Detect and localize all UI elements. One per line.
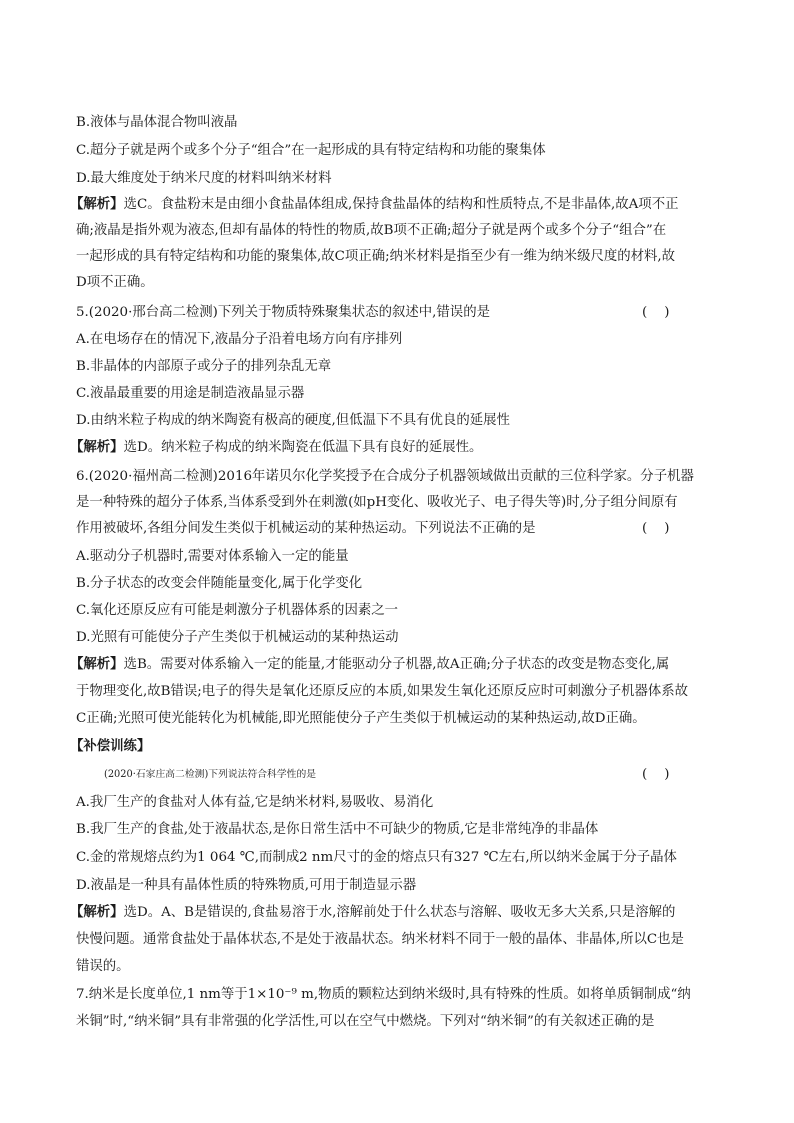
q6-answer-blank: ( ) xyxy=(642,521,670,536)
q6-answer-line-3: C正确;光照可使光能转化为机械能,即光照能使分子产生类似于机械运动的某种热运动,故D正确。 xyxy=(76,711,646,726)
q6-stem-line-2: 是一种特殊的超分子体系,当体系受到外在刺激(如pH变化、吸收光子、电子得失等)时,分子组分间原有 xyxy=(76,495,678,510)
supplementary-heading: 【补偿训练】 xyxy=(70,739,151,754)
q4-option-d: D.最大维度处于纳米尺度的材料叫纳米材料 xyxy=(76,171,332,186)
q6-stem-line-3: 作用被破坏,各组分间发生类似于机械运动的某种热运动。下列说法不正确的是 xyxy=(76,521,536,536)
answer-tag: 【解析】 xyxy=(70,657,124,672)
q4-answer-line-1: 【解析】选C。食盐粉末是由细小食盐晶体组成,保持食盐晶体的结构和性质特点,不是非晶体,故A项不正 xyxy=(70,197,679,212)
q6-answer-line-2: 于物理变化,故B错误;电子的得失是氧化还原反应的本质,如果发生氧化还原反应时可刺激分子机器体系故 xyxy=(76,684,689,699)
q5-answer-line-1: 【解析】选D。纳米粒子构成的纳米陶瓷在低温下具有良好的延展性。 xyxy=(70,440,483,455)
q4-answer-line-2: 确;液晶是指外观为液态,但却有晶体的特性的物质,故B项不正确;超分子就是两个或多个分子“组合”在 xyxy=(76,223,667,238)
q4-answer-line-4: D项不正确。 xyxy=(76,275,154,290)
q6-option-b: B.分子状态的改变会伴随能量变化,属于化学变化 xyxy=(76,576,363,591)
q4-option-c: C.超分子就是两个或多个分子“组合”在一起形成的具有特定结构和功能的聚集体 xyxy=(76,143,546,158)
answer-tag: 【解析】 xyxy=(70,440,124,455)
q6-answer-line-1: 【解析】选B。需要对体系输入一定的能量,才能驱动分子机器,故A正确;分子状态的改变是物态变化,属 xyxy=(70,657,670,672)
q5-option-c: C.液晶最重要的用途是制造液晶显示器 xyxy=(76,386,305,401)
q5-option-b: B.非晶体的内部原子或分子的排列杂乱无章 xyxy=(76,359,332,374)
supp-stem: (2020·石家庄高二检测)下列说法符合科学性的是 xyxy=(104,769,317,780)
supp-option-c: C.金的常规熔点约为1 064 ℃,而制成2 nm尺寸的金的熔点只有327 ℃左右,所以纳米金属于分子晶体 xyxy=(76,850,677,865)
supp-option-d: D.液晶是一种具有晶体性质的特殊物质,可用于制造显示器 xyxy=(76,878,417,893)
q6-option-c: C.氧化还原反应有可能是刺激分子机器体系的因素之一 xyxy=(76,603,399,618)
q5-answer-blank: ( ) xyxy=(642,305,670,320)
q6-option-d: D.光照有可能使分子产生类似于机械运动的某种热运动 xyxy=(76,630,399,645)
q6-option-a: A.驱动分子机器时,需要对体系输入一定的能量 xyxy=(76,549,349,564)
supp-answer-line-2: 快慢问题。通常食盐处于晶体状态,不是处于液晶状态。纳米材料不同于一般的晶体、非晶体,所以C也是 xyxy=(76,932,684,947)
q4-option-b: B.液体与晶体混合物叫液晶 xyxy=(76,115,238,130)
supp-option-b: B.我厂生产的食盐,处于液晶状态,是你日常生活中不可缺少的物质,它是非常纯净的非晶体 xyxy=(76,822,599,837)
supp-answer-blank: ( ) xyxy=(642,767,670,782)
answer-tag: 【解析】 xyxy=(70,905,124,920)
answer-tag: 【解析】 xyxy=(70,197,124,212)
supp-option-a: A.我厂生产的食盐对人体有益,它是纳米材料,易吸收、易消化 xyxy=(76,795,434,810)
supp-answer-line-3: 错误的。 xyxy=(76,959,130,974)
q6-stem-line-1: 6.(2020·福州高二检测)2016年诺贝尔化学奖授予在合成分子机器领域做出贡献的三位科学家。分子机器 xyxy=(76,469,694,484)
q5-option-a: A.在电场存在的情况下,液晶分子沿着电场方向有序排列 xyxy=(76,332,403,347)
q7-stem-line-2: 米铜”时,“纳米铜”具有非常强的化学活性,可以在空气中燃烧。下列对“纳米铜”的有关叙述正确的是 xyxy=(76,1014,655,1029)
q5-option-d: D.由纳米粒子构成的纳米陶瓷有极高的硬度,但低温下不具有优良的延展性 xyxy=(76,413,510,428)
supp-answer-line-1: 【解析】选D。A、B是错误的,食盐易溶于水,溶解前处于什么状态与溶解、吸收无多大关系,只是溶解的 xyxy=(70,905,676,920)
q5-stem: 5.(2020·邢台高二检测)下列关于物质特殊聚集状态的叙述中,错误的是 xyxy=(76,305,490,320)
q7-stem-line-1: 7.纳米是长度单位,1 nm等于1×10⁻⁹ m,物质的颗粒达到纳米级时,具有特殊的性质。如将单质铜制成“纳 xyxy=(76,987,691,1002)
q4-answer-line-3: 一起形成的具有特定结构和功能的聚集体,故C项正确;纳米材料是指至少有一维为纳米级尺度的材料,故 xyxy=(76,249,676,264)
